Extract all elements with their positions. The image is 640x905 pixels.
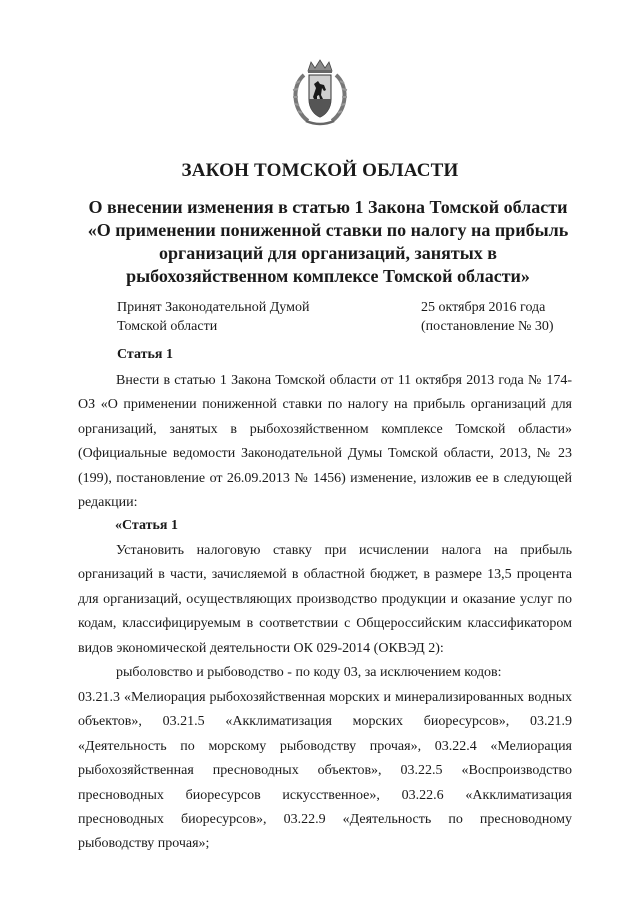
quoted-article-text: Установить налоговую ставку при исчислении налога на прибыль организаций в части, зачисляемой в областной бюджет, в размере 13,5 процента для организаций, осуществляющих производство продукции и оказание услуг по кодам, классифицируемым в соответствии с Общероссийским классификатором видов экономической деятельности ОК 029-2014 (ОКВЭД 2): bbox=[78, 543, 572, 656]
adoption-date bbox=[421, 298, 554, 336]
quoted-article-heading: «Статья 1 bbox=[115, 518, 178, 533]
coat-of-arms-icon bbox=[290, 57, 350, 127]
adoption-body-line1: Принят Законодательной Думой bbox=[117, 300, 310, 315]
adoption-body bbox=[117, 298, 309, 336]
article-1-heading: Статья 1 bbox=[117, 347, 173, 362]
adoption-body-line2: Томской области bbox=[117, 319, 218, 334]
fishing-intro: рыболовство и рыбоводство - по коду 03, за исключением кодов: bbox=[116, 665, 502, 680]
article-1-text: Внести в статью 1 Закона Томской области от 11 октября 2013 года № 174-ОЗ «О применении пониженной ставки по налогу на прибыль организаций для организаций, занятых в рыбохозяйственном комплексе Томской области» (Официальные ведомости Законодательной Думы Томской области, 2013, № 23 (199), постановление от 26.09.2013 № 1456) изменение, изложив ее в следующей редакции: bbox=[78, 373, 572, 511]
law-subject: О внесении изменения в статью 1 Закона Томской области «О применении пониженной ставки по налогу на прибыль организаций для организаций, занятых в рыбохозяйственном комплексе Томской области» bbox=[87, 197, 569, 286]
adoption-date-line1: 25 октября 2016 года bbox=[421, 300, 546, 315]
fishing-codes: 03.21.3 «Мелиорация рыбохозяйственная морских и минерализированных водных объектов», 03.21.5 «Акклиматизация морских биоресурсов», 03.21.9 «Деятельность по морскому рыбоводству прочая», 03.22.4 «Мелиорация рыбохозяйственная пресноводных объектов», 03.22.5 «Воспроизводство пресноводных биоресурсов искусственное», 03.22.6 «Акклиматизация пресноводных биоресурсов», 03.22.9 «Деятельность по пресноводному рыбоводству прочая»; bbox=[78, 690, 572, 852]
law-title: ЗАКОН ТОМСКОЙ ОБЛАСТИ bbox=[181, 160, 459, 181]
adoption-resolution-line: (постановление № 30) bbox=[421, 319, 554, 334]
